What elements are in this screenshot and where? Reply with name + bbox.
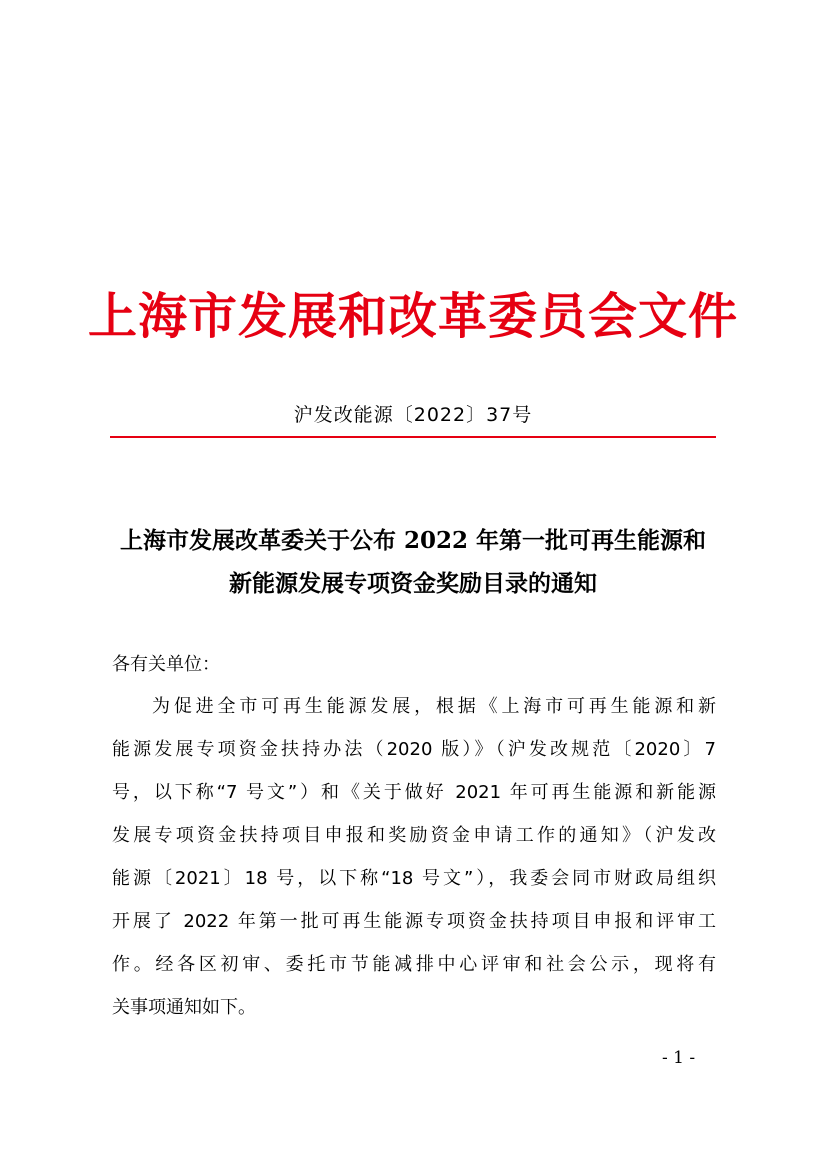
salutation: 各有关单位： <box>112 654 220 675</box>
notice-title-line-2: 新能源发展专项资金奖励目录的通知 <box>229 570 597 597</box>
page-number: - 1 - <box>662 1048 696 1068</box>
body-line: 号，以下称“7 号文”）和《关于做好 2021 年可再生能源和新能源 <box>112 782 716 803</box>
body-line: 能源〔2021〕18 号，以下称“18 号文”），我委会同市财政局组织 <box>112 868 716 889</box>
body-line: 能源发展专项资金扶持办法（2020 版）》（沪发改规范〔2020〕7 <box>112 739 716 760</box>
body-line: 为促进全市可再生能源发展，根据《上海市可再生能源和新 <box>152 696 716 717</box>
masthead-title: 上海市发展和改革委员会文件 <box>87 287 738 345</box>
body-line: 开展了 2022 年第一批可再生能源专项资金扶持项目申报和评审工 <box>112 911 716 932</box>
body-line: 发展专项资金扶持项目申报和奖励资金申请工作的通知》（沪发改 <box>112 825 716 846</box>
body-line: 关事项通知如下。 <box>112 997 256 1018</box>
document-number: 沪发改能源〔2022〕37号 <box>293 404 533 426</box>
notice-title-line-1: 上海市发展改革委关于公布 2022 年第一批可再生能源和 <box>119 527 707 554</box>
body-line: 作。经各区初审、委托市节能减排中心评审和社会公示，现将有 <box>112 954 716 975</box>
notice-title <box>60 519 766 605</box>
red-divider-line <box>110 436 716 438</box>
body-paragraph <box>112 690 716 1034</box>
